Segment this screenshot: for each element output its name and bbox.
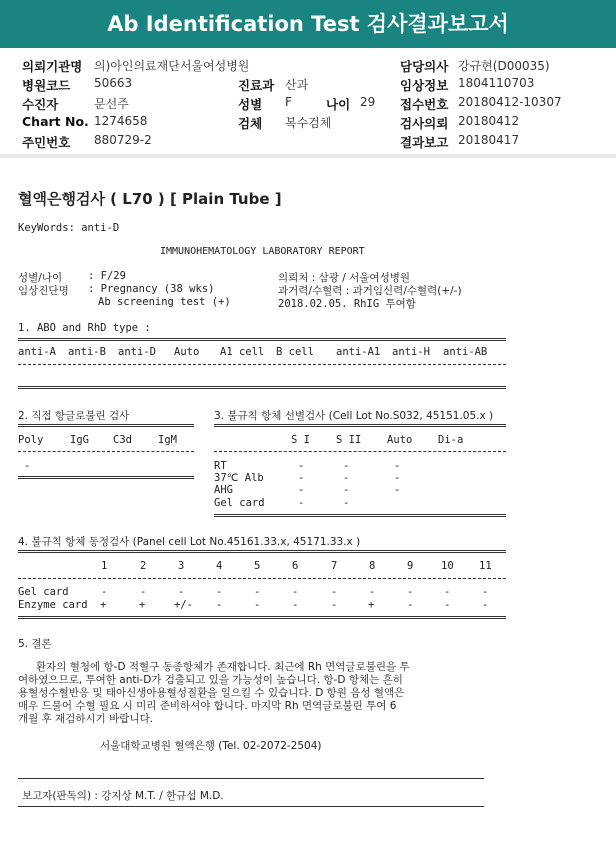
doctor-label: 담당의사 (400, 59, 449, 74)
panel-header: 5 (254, 560, 261, 572)
panel-cell: - (254, 599, 261, 611)
screen-cell: - (343, 497, 350, 509)
panel-cell: - (369, 586, 376, 598)
screen-cell: - (343, 460, 350, 472)
requester: 의뢰처 : 삼광 / 서울여성병원 (278, 272, 410, 284)
diagnosis-value-2: Ab screening test (+) (98, 296, 231, 308)
patient-info-panel (0, 52, 616, 150)
panel-header: 3 (178, 560, 185, 572)
divider (18, 476, 194, 479)
divider (18, 616, 506, 619)
diagnosis-value: : Pregnancy (38 wks) (88, 283, 215, 295)
abo-header-anti-a: anti-A (18, 346, 56, 358)
hospital-code-label: 병원코드 (22, 78, 71, 93)
panel-cell: - (407, 586, 414, 598)
divider (18, 424, 194, 427)
panel-row-label: Enzyme card (18, 599, 88, 611)
panel-header: 2 (140, 560, 147, 572)
section2-title: 2. 직접 항글로불린 검사 (18, 410, 130, 422)
abo-header-anti-ab: anti-AB (443, 346, 488, 358)
institution-label: 의뢰기관명 (22, 59, 83, 74)
panel-cell: - (140, 586, 147, 598)
panel-header: 7 (331, 560, 338, 572)
report-header (0, 0, 616, 48)
sex-age-value: : F/29 (88, 270, 126, 282)
report-title: 혈액은행검사 ( L70 ) [ Plain Tube ] (18, 190, 282, 208)
panel-cell: - (444, 586, 451, 598)
id-no-value: 880729-2 (94, 133, 152, 147)
sex-age-label: 성별/나이 (18, 272, 63, 284)
screen-cell: - (298, 472, 305, 484)
clinical-info-value: 1804110703 (458, 76, 535, 90)
screen-cell: - (343, 484, 350, 496)
divider (18, 386, 506, 389)
screen-row-label: Gel card (214, 497, 265, 509)
panel-cell: - (482, 599, 489, 611)
hospital-code-value: 50663 (94, 76, 133, 90)
dat-header-igg: IgG (70, 434, 89, 446)
sex-label: 성별 (238, 97, 263, 112)
screen-cell: - (298, 497, 305, 509)
divider (214, 424, 506, 427)
keywords: KeyWords: anti-D (18, 222, 120, 234)
divider (18, 578, 506, 579)
chart-no-label: Chart No. (22, 114, 89, 129)
panel-cell: - (216, 599, 223, 611)
screen-cell: - (298, 460, 305, 472)
panel-cell: - (254, 586, 261, 598)
lab-report-title: IMMUNOHEMATOLOGY LABORATORY REPORT (160, 246, 365, 257)
conclusion-line: 여하였으므로, 투여한 anti-D가 검출되고 있을 가능성이 높습니다. 항-D 항체는 흔히 (18, 674, 403, 686)
panel-cell: - (482, 586, 489, 598)
screen-header-auto: Auto (387, 434, 413, 446)
report-date-value: 20180417 (458, 133, 520, 147)
history-label: 과거력/수혈력 : 과거임신력/수혈력(+/-) (278, 285, 462, 297)
age-value: 29 (360, 95, 376, 109)
conclusion-line: 환자의 혈청에 항-D 적혈구 동종항체가 존재합니다. 최근에 Rh 면역글로불린을 투 (36, 661, 410, 673)
section5-title: 5. 결론 (18, 638, 52, 650)
section1-title: 1. ABO and RhD type : (18, 322, 151, 334)
dat-result-poly: - (24, 460, 31, 472)
divider (18, 451, 194, 452)
panel-cell: - (178, 586, 185, 598)
abo-header-anti-a1: anti-A1 (336, 346, 381, 358)
panel-cell: - (407, 599, 414, 611)
department-label: 진료과 (238, 78, 275, 93)
divider (18, 364, 506, 365)
doctor-value: 강규현(D00035) (458, 59, 550, 73)
abo-header-anti-h: anti-H (392, 346, 430, 358)
screen-cell: - (298, 484, 305, 496)
section3-title: 3. 불규칙 항체 선별검사 (Cell Lot No.S032, 45151.05.x ) (214, 410, 494, 422)
abo-header-anti-b: anti-B (68, 346, 106, 358)
age-label: 나이 (326, 97, 351, 112)
reporter: 보고자(판독의) : 강지상 M.T. / 한규섭 M.D. (22, 790, 224, 802)
specimen-label: 검체 (238, 116, 263, 131)
conclusion-line: 개월 후 재검하시기 바랍니다. (18, 713, 154, 725)
panel-cell: - (101, 586, 108, 598)
report-header-title: Ab Identification Test 검사결과보고서 (107, 12, 509, 36)
id-no-label: 주민번호 (22, 135, 71, 150)
panel-row-label: Gel card (18, 586, 69, 598)
dat-header-poly: Poly (18, 434, 44, 446)
request-date-label: 검사의뢰 (400, 116, 449, 131)
clinical-info-label: 임상정보 (400, 78, 449, 93)
abo-header-anti-d: anti-D (118, 346, 156, 358)
divider (18, 550, 506, 553)
conclusion-line: 용혈성수혈반응 및 태아신생아용혈성질환을 일으킬 수 있습니다. D 항원 음성 혈액은 (18, 687, 405, 699)
recipient-label: 수진자 (22, 97, 59, 112)
conclusion-line: 매우 드물어 수혈 필요 시 미리 준비하셔야 합니다. 마지막 Rh 면역글로불린 투여 6 (18, 700, 397, 712)
screen-row-label: AHG (214, 484, 233, 496)
receipt-no-label: 접수번호 (400, 97, 449, 112)
sex-value: F (285, 95, 292, 109)
panel-header: 4 (216, 560, 223, 572)
chart-no-value: 1274658 (94, 114, 148, 128)
panel-cell: + (139, 599, 146, 611)
specimen-value: 복수검체 (285, 116, 332, 130)
scanned-report (0, 158, 616, 850)
screen-header-s1: S I (291, 434, 310, 446)
abo-header-b-cell: B cell (276, 346, 314, 358)
divider (214, 451, 506, 452)
panel-header: 11 (479, 560, 492, 572)
divider (18, 806, 484, 807)
panel-cell: - (292, 586, 299, 598)
screen-cell: - (343, 472, 350, 484)
screen-header-s2: S II (336, 434, 362, 446)
panel-header: 6 (292, 560, 299, 572)
history-value: 2018.02.05. RhIG 투여함 (278, 298, 416, 310)
abo-header-auto: Auto (174, 346, 200, 358)
screen-cell: - (394, 472, 401, 484)
panel-cell: - (331, 599, 338, 611)
panel-header: 8 (369, 560, 376, 572)
department-value: 산과 (285, 78, 309, 92)
panel-cell: - (444, 599, 451, 611)
panel-cell: + (368, 599, 375, 611)
dat-header-c3d: C3d (113, 434, 132, 446)
institution-value: 의)아인의료재단서울여성병원 (94, 59, 250, 73)
panel-header: 10 (441, 560, 454, 572)
divider (18, 338, 506, 341)
abo-header-a1-cell: A1 cell (220, 346, 265, 358)
divider (18, 778, 484, 779)
panel-header: 9 (407, 560, 414, 572)
panel-header: 1 (101, 560, 108, 572)
lab-signature: 서울대학교병원 혈액은행 (Tel. 02-2072-2504) (100, 740, 322, 752)
panel-cell: - (292, 599, 299, 611)
request-date-value: 20180412 (458, 114, 520, 128)
screen-cell: - (394, 484, 401, 496)
screen-row-label: 37℃ Alb (214, 472, 264, 484)
panel-cell: - (331, 586, 338, 598)
panel-cell: + (100, 599, 107, 611)
screen-row-label: RT (214, 460, 227, 472)
divider (214, 514, 506, 517)
panel-cell: +/- (174, 599, 193, 611)
screen-cell: - (394, 460, 401, 472)
diagnosis-label: 임상진단명 (18, 285, 69, 297)
receipt-no-value: 20180412-10307 (458, 95, 562, 109)
dat-header-igm: IgM (158, 434, 177, 446)
recipient-value: 문선주 (94, 97, 129, 111)
report-date-label: 결과보고 (400, 135, 449, 150)
screen-header-dia: Di-a (438, 434, 464, 446)
section4-title: 4. 불규칙 항체 동정검사 (Panel cell Lot No.45161.33.x, 45171.33.x ) (18, 536, 361, 548)
panel-cell: - (216, 586, 223, 598)
